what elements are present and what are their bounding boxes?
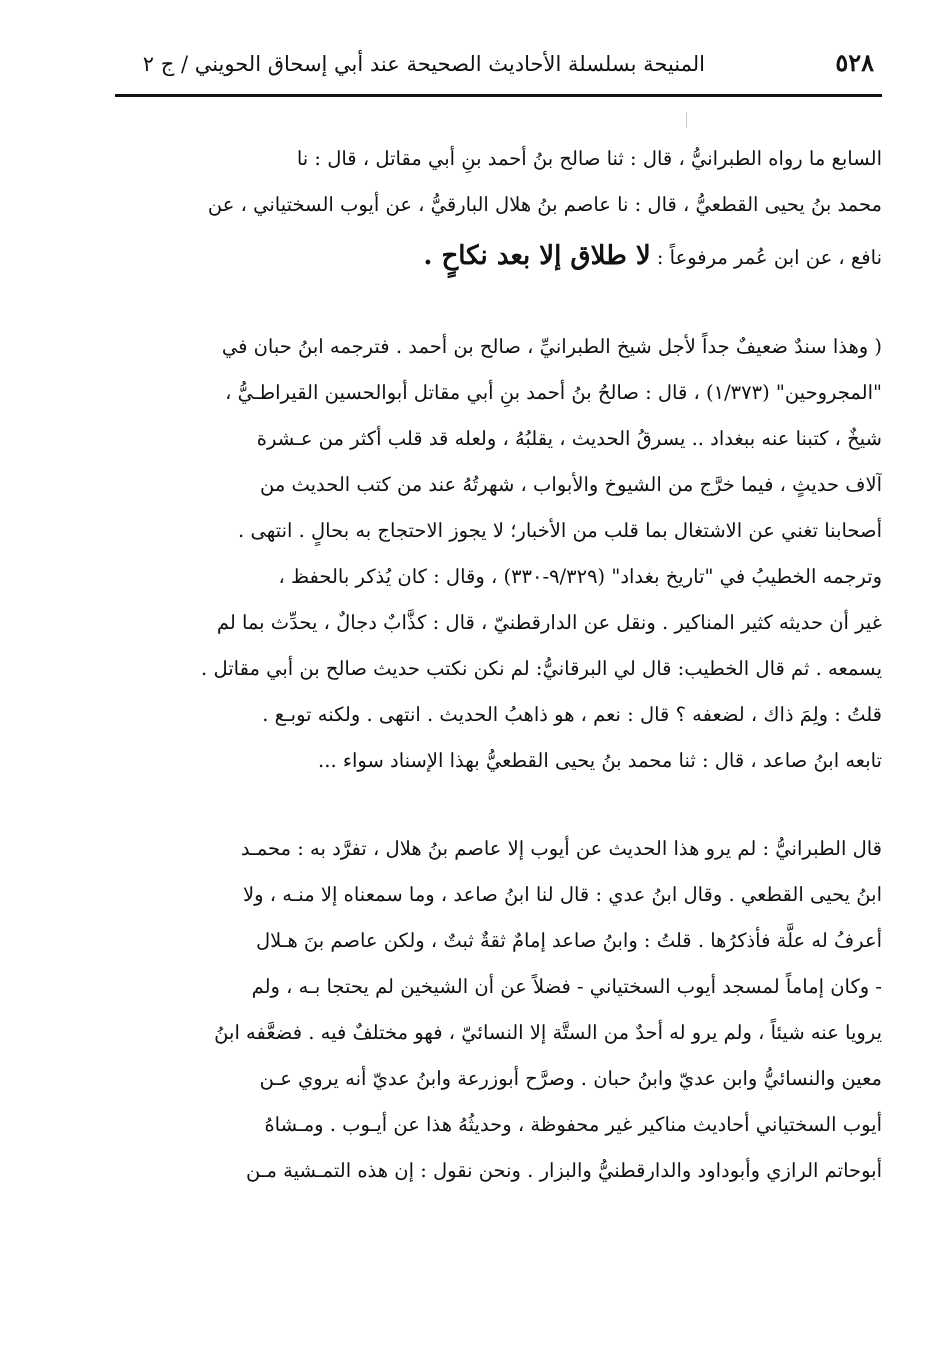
text-line: أعرفُ له علَّة فأذكرُها . قلتُ : وابنُ صاعد إمامٌ ثقةٌ ثبتٌ ، ولكن عاصم بنَ هـلال [255,929,882,952]
text-line: شيخٌ ، كتبنا عنه ببغداد .. يسرقُ الحديث ، يقلبُهُ ، ولعله قد قلب أكثر من عـشرة [256,427,882,450]
text-line: السابع ما رواه الطبرانيُّ ، قال : ثنا صالح بنُ أحمد بنِ أبي مقاتل ، قال : نا [296,147,882,170]
book-title: المنيحة بسلسلة الأحاديث الصحيحة عند أبي إسحاق الحويني / ج ٢ [142,52,705,76]
text-line: معين والنسائيُّ وابن عديّ وابنُ حبان . وصرَّح أبوزرعة وابنُ عديّ أنه يروي عـن [259,1067,882,1090]
text-line: محمد بنُ يحيى القطعيُّ ، قال : نا عاصم بنُ هلال البارقيُّ ، عن أيوب السختياني ، عن [207,193,882,216]
text-line: أصحابنا تغني عن الاشتغال بما قلب من الأخبار؛ لا يجوز الاحتجاج به بحالٍ . انتهى . [238,519,882,542]
header-rule [115,94,882,97]
text-line: ( وهذا سندٌ ضعيفٌ جداً لأجل شيخ الطبرانيِّ ، صالح بن أحمد . فترجمه ابنُ حبان في [221,335,882,358]
text-line: أبوحاتم الرازي وأبوداود والدارقطنيُّ والبزار . ونحن نقول : إن هذه التمـشية مـن [245,1159,882,1182]
text-line: قلتُ : ولِمَ ذاك ، لضعفه ؟ قال : نعم ، هو ذاهبُ الحديث . انتهى . ولكنه توبـع . [262,703,882,726]
text-line: وترجمه الخطيبُ في "تاريخ بغداد" (٩/٣٢٩-٣٣٠) ، وقال : كان يُذكر بالحفظ ، [278,565,882,588]
text-line: تابعه ابنُ صاعد ، قال : ثنا محمد بنُ يحيى القطعيُّ بهذا الإسناد سواء ... [318,749,882,772]
paragraph-isnad-critique [112,324,882,784]
text-line: قال الطبرانيُّ : لم يرو هذا الحديث عن أيوب إلا عاصم بنُ هلال ، تفرَّد به : محمـد [240,837,882,860]
text-line: - وكان إماماً لمسجد أيوب السختياني - فضلاً عن أن الشيخين لم يحتجا بـه ، ولم [251,975,882,998]
paragraph-hadith-narration [112,136,882,284]
running-header [115,40,880,92]
text-line: ابنُ يحيى القطعي . وقال ابنُ عدي : قال لنا ابنُ صاعد ، وما سمعناه إلا منـه ، ولا [242,883,882,906]
text-line: يرويا عنه شيئاً ، ولم يرو له أحدٌ من الستَّة إلا النسائيّ ، فهو مختلفٌ فيه . فضعَّفه ابنُ [214,1021,882,1044]
text-line: نافع ، عن ابن عُمر مرفوعاً : [656,246,882,269]
text-line: "المجروحين" (١/٣٧٣) ، قال : صالحُ بنُ أحمد بنِ أبي مقاتل أبوالحسين القيراطـيُّ ، [225,381,882,404]
text-line-with-hadith [112,228,882,284]
page-number: ٥٢٨ [835,48,874,77]
text-line: أيوب السختياني أحاديث مناكير غير محفوظة ، وحديثُهُ هذا عن أيـوب . ومـشاهُ [264,1113,882,1136]
text-line: آلاف حديثٍ ، فيما خرَّج من الشيوخ والأبواب ، شهرتُهُ عند من كتب الحديث من [259,473,882,496]
hadith-text: لا طلاق إلا بعد نكاحٍ . [423,241,651,271]
scan-mark [686,112,687,128]
text-line: غير أن حديثه كثير المناكير . ونقل عن الدارقطنيّ ، قال : كذَّابٌ دجالٌ ، يحدِّث بما لم [216,611,882,634]
paragraph-tabarani-comment [112,826,882,1194]
text-line: يسمعه . ثم قال الخطيب: قال لي البرقانيُّ: لم نكن نكتب حديث صالح بن أبي مقاتل . [201,657,882,680]
